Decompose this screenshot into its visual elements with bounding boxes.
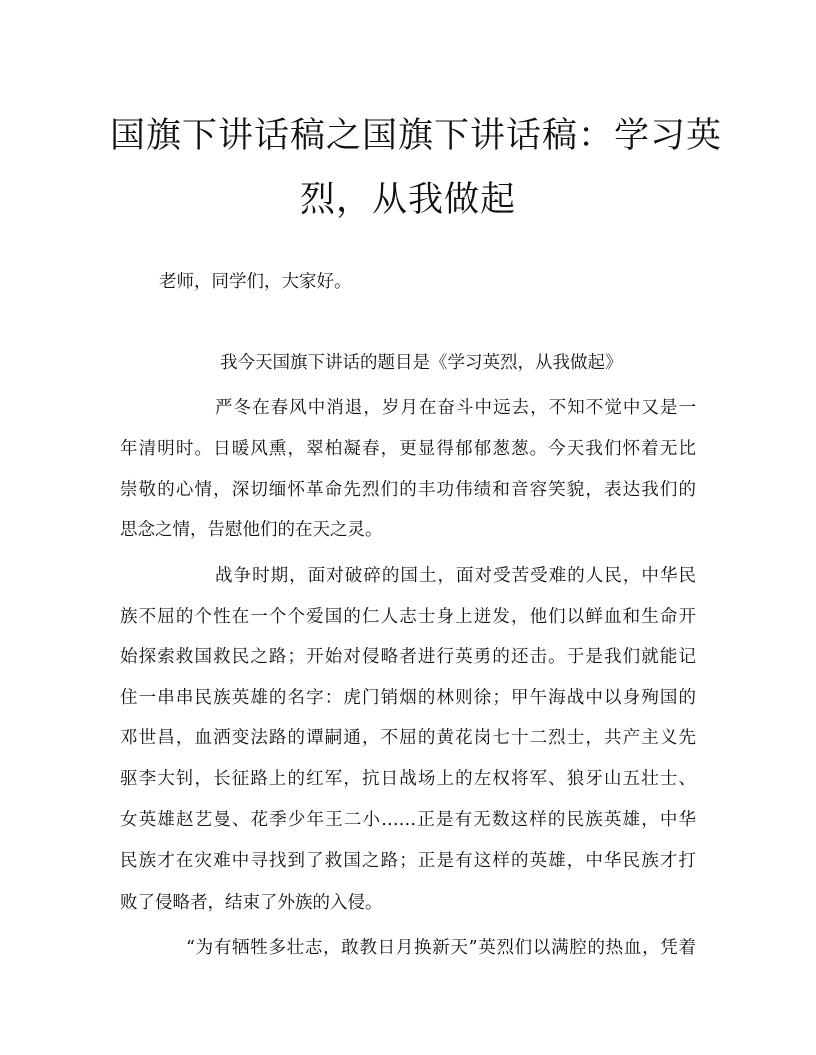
paragraph-1-line-3: 崇敬的心情，深切缅怀革命先烈们的丰功伟绩和音容笑貌，表达我们的 <box>120 480 696 500</box>
paragraph-2-line-9: 败了侵略者，结束了外族的入侵。 <box>120 893 383 913</box>
paragraph-1-line-4: 思念之情，告慰他们的在天之灵。 <box>120 520 383 540</box>
document-title-line-1: 国旗下讲话稿之国旗下讲话稿：学习英 <box>110 116 723 156</box>
paragraph-2-line-2: 族不屈的个性在一个个爱国的仁人志士身上迸发，他们以鲜血和生命开 <box>120 607 696 627</box>
document-title-line-2: 烈，从我做起 <box>299 180 516 220</box>
paragraph-2-line-7: 女英雄赵艺曼、花季少年王二小……正是有无数这样的民族英雄，中华 <box>120 810 696 830</box>
paragraph-2-line-8: 民族才在灾难中寻找到了救国之路；正是有这样的英雄，中华民族才打 <box>120 851 696 871</box>
paragraph-1-line-1: 严冬在春风中消退，岁月在奋斗中远去，不知不觉中又是一 <box>215 398 696 418</box>
paragraph-2-line-6: 驱李大钊，长征路上的红军，抗日战场上的左权将军、狼牙山五壮士、 <box>120 769 696 789</box>
paragraph-2-line-3: 始探索救国救民之路；开始对侵略者进行英勇的还击。于是我们就能记 <box>120 647 696 667</box>
greeting-text: 老师，同学们，大家好。 <box>159 272 352 292</box>
paragraph-2-line-4: 住一串串民族英雄的名字：虎门销烟的林则徐；甲午海战中以身殉国的 <box>120 688 696 708</box>
paragraph-3-line-1: “为有牺牲多壮志，敢教日月换新天”英烈们以满腔的热血，凭着 <box>186 938 696 958</box>
speech-topic: 我今天国旗下讲话的题目是《学习英烈，从我做起》 <box>220 353 623 373</box>
paragraph-1-line-2: 年清明时。日暖风熏，翠柏凝春，更显得郁郁葱葱。今天我们怀着无比 <box>120 439 696 459</box>
paragraph-2-line-5: 邓世昌，血洒变法路的谭嗣通，不屈的黄花岗七十二烈士，共产主义先 <box>120 728 696 748</box>
paragraph-2-line-1: 战争时期，面对破碎的国土，面对受苦受难的人民，中华民 <box>215 566 696 586</box>
